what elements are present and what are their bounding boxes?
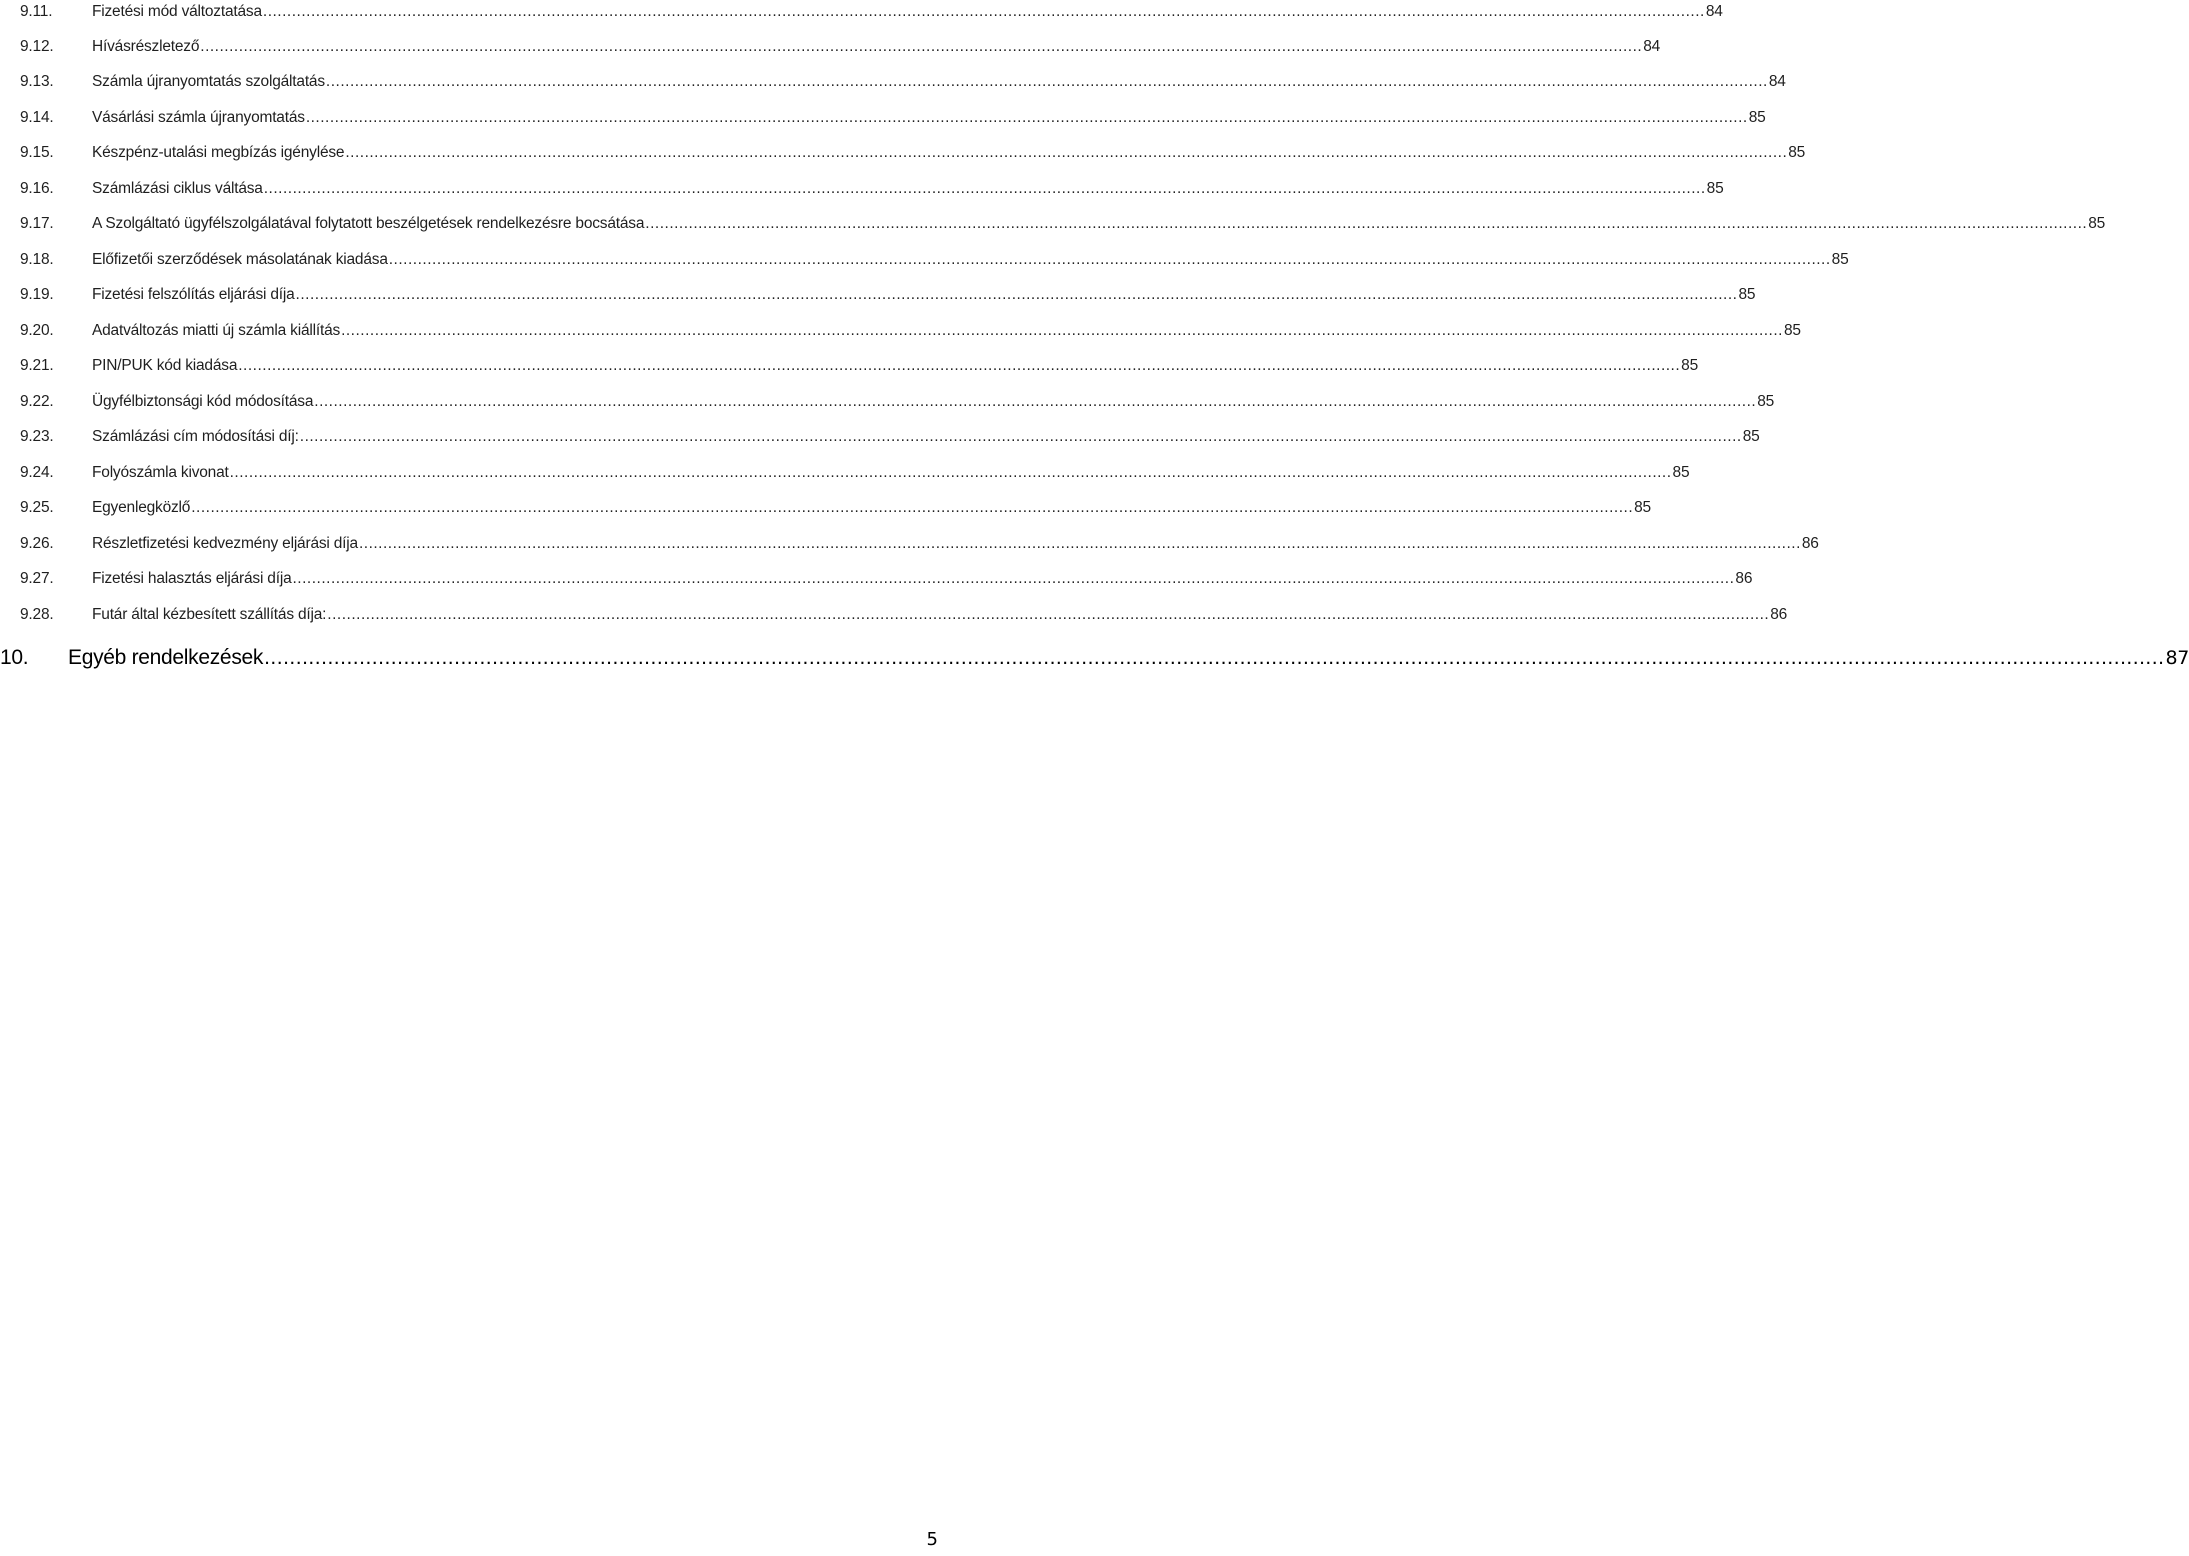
toc-entry-title: Adatváltozás miatti új számla kiállítás (92, 322, 341, 339)
toc-entry[interactable] (20, 606, 1788, 630)
toc-entry-page: 86 (1735, 570, 1753, 587)
toc-entry-page: 85 (1634, 499, 1651, 516)
toc-entry-title: Futár által kézbesített szállítás díja: (92, 606, 327, 623)
toc-entry-page: 85 (1738, 286, 1756, 303)
toc-entry-page: 84 (1705, 3, 1723, 20)
toc-entry-title: A Szolgáltató ügyfélszolgálatával folytatott beszélgetések rendelkezésre bocsátása (92, 215, 645, 232)
toc-entry-page: 86 (1770, 606, 1788, 623)
toc-entry-page: 85 (2088, 215, 2106, 232)
toc-dot-leader: ............................................................................................................................................................................................................................................................................................................ (200, 38, 1643, 55)
toc-entry-number: 9.20. (20, 322, 54, 339)
toc-entry-number: 9.18. (20, 251, 54, 268)
toc-entry-title: Fizetési halasztás eljárási díja (92, 570, 292, 587)
toc-entry-page: 85 (1783, 322, 1801, 339)
toc-entry-title: PIN/PUK kód kiadása (92, 357, 238, 374)
toc-entry[interactable] (20, 144, 1806, 168)
toc-entry[interactable] (20, 428, 1760, 452)
toc-entry[interactable] (20, 393, 1775, 417)
toc-entry-title: Ügyfélbiztonsági kód módosítása (92, 393, 314, 410)
toc-dot-leader: ............................................................................................................................................................................................................................................................................................................ (295, 286, 1738, 303)
toc-dot-leader: ............................................................................................................................................................................................................................................................................................................ (263, 180, 1706, 197)
toc-entry-number: 9.13. (20, 73, 54, 90)
toc-dot-leader: ............................................................................................................................................................................................................................................................................................................ (305, 109, 1748, 126)
toc-entry-number: 9.25. (20, 499, 54, 516)
toc-entry-page: 84 (1643, 38, 1661, 55)
toc-entry-number: 9.28. (20, 606, 54, 623)
toc-entry[interactable] (20, 251, 1849, 275)
toc-entry-number: 9.27. (20, 570, 54, 587)
page-number: 5 (926, 1529, 938, 1550)
toc-entry-title: Számla újranyomtatás szolgáltatás (92, 73, 325, 90)
toc-entry-number: 9.19. (20, 286, 54, 303)
toc-entry[interactable] (20, 535, 1819, 559)
toc-dot-leader: ............................................................................................................................................................................................................................................................................................................ (645, 215, 2088, 232)
toc-entry-title: Előfizetői szerződések másolatának kiadása (92, 251, 388, 268)
toc-entry-page: 85 (1831, 251, 1849, 268)
toc-dot-leader: ............................................................................................................................................................................................................................................................................................................ (325, 73, 1768, 90)
toc-dot-leader: ............................................................................................................................................................................................................................................................................................................ (345, 144, 1788, 161)
toc-entry-page: 85 (1681, 357, 1699, 374)
toc-entry[interactable] (20, 3, 1723, 27)
toc-dot-leader: ............................................................................................................................................................................................................................................................................................................ (191, 499, 1634, 516)
toc-entry[interactable] (20, 322, 1801, 346)
toc-entry-title: Részletfizetési kedvezmény eljárási díja (92, 535, 358, 552)
toc-dot-leader: ............................................................................................................................................................................................................................................................................................................ (264, 646, 2165, 669)
toc-chapter-page: 87 (2165, 647, 2189, 669)
toc-entry-title: Egyenlegközlő (92, 499, 191, 516)
toc-entry-number: 9.11. (20, 3, 53, 20)
toc-entry-page: 85 (1748, 109, 1766, 126)
toc-dot-leader: ............................................................................................................................................................................................................................................................................................................ (262, 3, 1705, 20)
toc-entry-number: 9.16. (20, 180, 54, 197)
toc-dot-leader: ............................................................................................................................................................................................................................................................................................................ (327, 606, 1770, 623)
toc-entry-page: 85 (1757, 393, 1775, 410)
toc-dot-leader: ............................................................................................................................................................................................................................................................................................................ (314, 393, 1757, 410)
toc-dot-leader: ............................................................................................................................................................................................................................................................................................................ (341, 322, 1783, 339)
toc-dot-leader: ............................................................................................................................................................................................................................................................................................................ (358, 535, 1801, 552)
toc-entry[interactable] (20, 286, 1756, 310)
toc-dot-leader: ............................................................................................................................................................................................................................................................................................................ (292, 570, 1735, 587)
toc-entry-title: Fizetési mód változtatása (92, 3, 262, 20)
toc-entry[interactable] (20, 357, 1699, 381)
toc-entry[interactable] (20, 180, 1724, 204)
toc-entry[interactable] (20, 464, 1690, 488)
toc-entry-page: 84 (1768, 73, 1786, 90)
toc-entry[interactable] (20, 215, 2106, 239)
toc-entry-page: 85 (1742, 428, 1760, 445)
toc-entry-title: Készpénz-utalási megbízás igénylése (92, 144, 345, 161)
toc-entry-title: Folyószámla kivonat (92, 464, 229, 481)
toc-entry-number: 9.17. (20, 215, 54, 232)
toc-entry-page: 86 (1801, 535, 1819, 552)
toc-entry[interactable] (20, 38, 1661, 62)
toc-entry-title: Számlázási cím módosítási díj: (92, 428, 299, 445)
toc-entry[interactable] (20, 570, 1753, 594)
toc-entry-number: 9.26. (20, 535, 54, 552)
toc-entry[interactable] (20, 109, 1766, 133)
toc-dot-leader: ............................................................................................................................................................................................................................................................................................................ (238, 357, 1681, 374)
toc-chapter-entry[interactable] (0, 646, 2189, 670)
toc-dot-leader: ............................................................................................................................................................................................................................................................................................................ (388, 251, 1831, 268)
toc-entry-number: 9.14. (20, 109, 54, 126)
toc-dot-leader: ............................................................................................................................................................................................................................................................................................................ (299, 428, 1742, 445)
toc-chapter-title: Egyéb rendelkezések (68, 646, 264, 669)
toc-chapter-number: 10. (0, 646, 29, 669)
toc-entry-number: 9.12. (20, 38, 54, 55)
toc-entry-number: 9.15. (20, 144, 54, 161)
toc-entry-number: 9.23. (20, 428, 54, 445)
toc-entry-number: 9.21. (20, 357, 54, 374)
toc-entry-page: 85 (1788, 144, 1806, 161)
toc-entry-title: Hívásrészletező (92, 38, 200, 55)
toc-dot-leader: ............................................................................................................................................................................................................................................................................................................ (229, 464, 1672, 481)
toc-entry-title: Fizetési felszólítás eljárási díja (92, 286, 295, 303)
toc-entry-number: 9.22. (20, 393, 54, 410)
toc-entry-title: Számlázási ciklus váltása (92, 180, 263, 197)
toc-entry[interactable] (20, 73, 1786, 97)
toc-entry-page: 85 (1706, 180, 1724, 197)
toc-entry-title: Vásárlási számla újranyomtatás (92, 109, 305, 126)
toc-entry-page: 85 (1672, 464, 1690, 481)
toc-entry[interactable] (20, 499, 1651, 523)
toc-entry-number: 9.24. (20, 464, 54, 481)
